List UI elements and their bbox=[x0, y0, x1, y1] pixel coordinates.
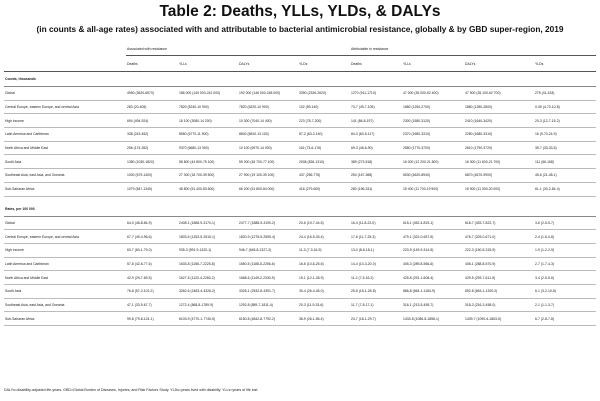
table-cell: 886-8 (664-1-1184-9) bbox=[402, 284, 464, 298]
table-cell: 17-6 (11-7-25-3) bbox=[350, 230, 402, 244]
column-header: YLDs bbox=[534, 56, 596, 72]
table-cell: 84-3 (60-5-117) bbox=[350, 128, 402, 142]
table-cell: 30-4 (26-4-46-0) bbox=[298, 284, 350, 298]
table-cell: 69-3 (45-6-90) bbox=[350, 141, 402, 155]
row-label: High income bbox=[4, 114, 126, 128]
table-cell: 1880 (1280-2800) bbox=[464, 100, 534, 114]
table-cell: 1380 (1030-1820) bbox=[126, 155, 178, 169]
table-cell: 11-3 (7-3-16-9) bbox=[298, 243, 350, 257]
row-label: Central Europe, eastern Europe, and central Asia bbox=[4, 230, 126, 244]
table-cell: 3262-6 (2483-4-4326-2) bbox=[178, 284, 238, 298]
table-cell: 220-9 (149-9-314-5) bbox=[402, 243, 464, 257]
table-cell: 47-1 (33-9-67-7) bbox=[126, 298, 178, 312]
row-label: Central Europe, eastern Europe, and central Asia bbox=[4, 100, 126, 114]
table-cell: 2477-7 (1888-9-3190-2) bbox=[238, 216, 298, 230]
table-cell: 1270 (911-1710) bbox=[350, 87, 402, 101]
table-subtitle: (in counts & all-age rates) associated with and attributable to bacterial antimicrobial resistance, globally & by GBD super-region, 2019 bbox=[36, 24, 564, 34]
table-cell: 73-7 (49-7-105) bbox=[350, 100, 402, 114]
table-cell: 1633-8 (1158-7-2225-8) bbox=[178, 257, 238, 271]
table-cell: 7820 (5240-10 900) bbox=[178, 100, 238, 114]
table-cell: 1292-8 (889-7-1811-4) bbox=[238, 298, 298, 312]
table-cell: 16 000 (12 200-21 800) bbox=[402, 155, 464, 169]
section-label: Rates, per 100 000 bbox=[4, 202, 596, 217]
table-cell: 102 (59-140) bbox=[298, 100, 350, 114]
table-cell: 2410 (1640-3420) bbox=[464, 114, 534, 128]
row-label: Southeast Asia, east Asia, and Oceania bbox=[4, 169, 126, 183]
row-label: Sub-Saharan Africa bbox=[4, 182, 126, 196]
row-label: South Asia bbox=[4, 284, 126, 298]
table-cell: 16-4 (11-8-22-0) bbox=[350, 216, 402, 230]
table-cell: 2300 (1580-3120) bbox=[402, 114, 464, 128]
row-label: North Africa and Middle East bbox=[4, 271, 126, 285]
table-cell: 99-8 (79-6-124-1) bbox=[126, 312, 178, 326]
row-label: North Africa and Middle East bbox=[4, 141, 126, 155]
table-cell: 76-8 (57-2-101-2) bbox=[126, 284, 178, 298]
table-row bbox=[4, 216, 596, 230]
table-cell: 408-1 (288-8-570-9) bbox=[464, 257, 534, 271]
table-cell: 2370 (1680-3310) bbox=[402, 128, 464, 142]
table-cell: 16 (9-70-24-9) bbox=[534, 128, 596, 142]
results-table bbox=[4, 42, 596, 326]
table-row bbox=[4, 128, 596, 142]
table-cell: 405-3 (289-8-566-6) bbox=[402, 257, 464, 271]
table-cell: 61-1 (30-2-84-4) bbox=[534, 182, 596, 196]
column-header: YLLs bbox=[178, 56, 238, 72]
table-cell: 45-6 (21-48-1) bbox=[534, 169, 596, 183]
row-label: Global bbox=[4, 87, 126, 101]
table-cell: 338 (243-452) bbox=[126, 128, 178, 142]
table-cell: 58 800 (44 800-75 100) bbox=[178, 155, 238, 169]
table-cell: 19-1 (12-1-28-9) bbox=[298, 271, 350, 285]
table-cell: 8550 (6770-11 900) bbox=[178, 128, 238, 142]
table-row bbox=[4, 114, 596, 128]
column-header: DALYs bbox=[238, 56, 298, 72]
group-header: Attributable to resistance bbox=[350, 42, 596, 56]
table-cell: 6-1 (3-2-10-8) bbox=[534, 284, 596, 298]
section-header-row bbox=[4, 202, 596, 217]
table-row bbox=[4, 182, 596, 196]
table-cell: 280 (196-331) bbox=[350, 182, 402, 196]
table-cell: 2280 (1680-3310) bbox=[464, 128, 534, 142]
table-cell: 47 000 (35 000-62 400) bbox=[402, 87, 464, 101]
table-cell: 1627-5 (1120-4-2280-2) bbox=[178, 271, 238, 285]
table-cell: 1079 (847-1345) bbox=[126, 182, 178, 196]
table-cell: 39-7 (33-33-5) bbox=[534, 141, 596, 155]
table-cell: 2-4 (1-6-4-8) bbox=[534, 230, 596, 244]
table-row bbox=[4, 271, 596, 285]
table-cell: 2-1 (1-1-3-7) bbox=[534, 298, 596, 312]
table-cell: 63-7 (60-1-79-0) bbox=[126, 243, 178, 257]
table-cell: 618-7 (453-7-822-7) bbox=[464, 216, 534, 230]
table-cell: 222-3 (150-5-315-9) bbox=[464, 243, 534, 257]
table-row bbox=[4, 141, 596, 155]
table-row bbox=[4, 169, 596, 183]
table-cell: 3328-1 (2532-8-4391-7) bbox=[238, 284, 298, 298]
table-cell: 223 (78-7-200) bbox=[298, 114, 350, 128]
table-cell: 11-2 (7-5-16-2) bbox=[350, 271, 402, 285]
table-cell: 437 (256-776) bbox=[298, 169, 350, 183]
table-cell: 57-8 (42-6-77-6) bbox=[126, 257, 178, 271]
group-header: Associated with resistance bbox=[126, 42, 350, 56]
table-cell: 116 (73-6-176) bbox=[298, 141, 350, 155]
table-cell: 6870 (4670-9900) bbox=[464, 169, 534, 183]
row-label: Global bbox=[4, 216, 126, 230]
table-cell: 1803-5 (1253-9-2515-1) bbox=[178, 230, 238, 244]
table-cell: 316-1 (213-5-455-7) bbox=[402, 298, 464, 312]
table-cell: 1668-6 (1145-2-2330-9) bbox=[238, 271, 298, 285]
table-cell: 6150-8 (4842-8-7792-2) bbox=[238, 312, 298, 326]
table-row bbox=[4, 257, 596, 271]
table-cell: 2580 (1770-3700) bbox=[402, 141, 464, 155]
section-label: Counts, thousands bbox=[4, 72, 596, 87]
table-row bbox=[4, 298, 596, 312]
table-row bbox=[4, 312, 596, 326]
table-cell: 0-05 (4-70-10-8) bbox=[534, 100, 596, 114]
table-cell: 1-9 (1-2-2-9) bbox=[534, 243, 596, 257]
table-cell: 416 (279-600) bbox=[298, 182, 350, 196]
table-title: Table 2: Deaths, YLLs, YLDs, & DALYs bbox=[159, 3, 441, 20]
table-cell: 11-7 (7-8-17-1) bbox=[350, 298, 402, 312]
table-cell: 2610 (1790-3720) bbox=[464, 141, 534, 155]
table-cell: 67-7 (49-4-96-6) bbox=[126, 230, 178, 244]
table-cell: 3-4 (2-5-5-6) bbox=[534, 271, 596, 285]
table-cell: 15 400 (11 700-19 900) bbox=[402, 182, 464, 196]
table-cell: 20-3 (12-7-15-2) bbox=[534, 114, 596, 128]
table-cell: 275 (41-433) bbox=[534, 87, 596, 101]
table-row bbox=[4, 155, 596, 169]
table-row bbox=[4, 100, 596, 114]
column-header: Deaths bbox=[350, 56, 402, 72]
table-cell: 476-7 (325-0-671-0) bbox=[464, 230, 534, 244]
row-label: Latin America and Caribbean bbox=[4, 257, 126, 271]
table-cell: 1439-7 (1090-6-1863-5) bbox=[464, 312, 534, 326]
table-cell: 3390 (2326-2620) bbox=[298, 87, 350, 101]
table-cell: 6530 (4620-8940) bbox=[402, 169, 464, 183]
table-cell: 20-3 (11-9-33-6) bbox=[298, 298, 350, 312]
table-cell: 254 (167-368) bbox=[350, 169, 402, 183]
table-cell: 42-9 (29-7-69-5) bbox=[126, 271, 178, 285]
table-cell: 8840 (6810-13 100) bbox=[238, 128, 298, 142]
table-cell: 59 000 (45 700-77 100) bbox=[238, 155, 298, 169]
table-cell: 47 900 (35 100-62 700) bbox=[464, 87, 534, 101]
table-cell: 48 800 (51 400-83 600) bbox=[178, 182, 238, 196]
table-cell: 283 (20-405) bbox=[126, 100, 178, 114]
table-row bbox=[4, 284, 596, 298]
table-cell: 186 000 (140 000-241 000) bbox=[178, 87, 238, 101]
table-cell: 6103-9 (4770-1-7745-5) bbox=[178, 312, 238, 326]
table-body bbox=[4, 42, 596, 326]
table-cell: 15 900 (11 300-20 000) bbox=[464, 182, 534, 196]
column-header: DALYs bbox=[464, 56, 534, 72]
table-cell: 38-9 (26-1-56-4) bbox=[298, 312, 350, 326]
table-cell: 256 (174-352) bbox=[126, 141, 178, 155]
table-cell: 946-7 (645-8-1327-2) bbox=[238, 243, 298, 257]
table-cell: 6-7 (2-8-7-8) bbox=[534, 312, 596, 326]
table-cell: 615-1 (452-4-819-1) bbox=[402, 216, 464, 230]
table-cell: 7820 (5220-10 900) bbox=[238, 100, 298, 114]
table-cell: 389 (273-518) bbox=[350, 155, 402, 169]
column-header-row bbox=[4, 56, 596, 72]
table-cell: 87-2 (63-2-140) bbox=[298, 128, 350, 142]
section-header-row bbox=[4, 72, 596, 87]
table-cell: 25-5 (15-1-28-8) bbox=[350, 284, 402, 298]
column-header: YLLs bbox=[402, 56, 464, 72]
table-cell: 479-1 (322-0-657-5) bbox=[402, 230, 464, 244]
table-cell: 141 (86-8-197) bbox=[350, 114, 402, 128]
row-label: High income bbox=[4, 243, 126, 257]
table-cell: 318-3 (216-3-458-0) bbox=[464, 298, 534, 312]
table-cell: 935-3 (591-9-1320-1) bbox=[178, 243, 238, 257]
table-row bbox=[4, 230, 596, 244]
column-header: YLDs bbox=[298, 56, 350, 72]
table-cell: 429-5 (293-7-611-5) bbox=[464, 271, 534, 285]
table-cell: 892-8 (663-1-1200-2) bbox=[464, 284, 534, 298]
row-label: Southeast Asia, east Asia, and Oceania bbox=[4, 298, 126, 312]
table-cell: 694 (494-924) bbox=[126, 114, 178, 128]
table-cell: 4950 (3620-6570) bbox=[126, 87, 178, 101]
table-cell: 27 900 (19 100-39 100) bbox=[238, 169, 298, 183]
table-cell: 2008 (826-1310) bbox=[298, 155, 350, 169]
table-cell: 1272-4 (868-8-1789-9) bbox=[178, 298, 238, 312]
table-cell: 24-4 (16-5-33-4) bbox=[298, 230, 350, 244]
table-row bbox=[4, 87, 596, 101]
table-cell: 2-7 (1-7-4-3) bbox=[534, 257, 596, 271]
table-cell: 3-6 (2-5-5-7) bbox=[534, 216, 596, 230]
table-cell: 10 100 (6970-14 000) bbox=[238, 141, 298, 155]
table-cell: 16-6 (10-6-25-6) bbox=[298, 257, 350, 271]
table-cell: 27 300 (18 700-39 500) bbox=[178, 169, 238, 183]
table-cell: 1650-5 (1188-8-2256-6) bbox=[238, 257, 298, 271]
table-cell: 18 100 (3080-14 200) bbox=[178, 114, 238, 128]
table-cell: 14-4 (10-3-20-0) bbox=[350, 257, 402, 271]
group-header-row bbox=[4, 42, 596, 56]
table-cell: 111 (66-168) bbox=[534, 155, 596, 169]
table-cell: 1820-9 (1278-5-2595-4) bbox=[238, 230, 298, 244]
row-label: South Asia bbox=[4, 155, 126, 169]
table-cell: 64-0 (46-8-84-9) bbox=[126, 216, 178, 230]
table-cell: 1000 (679-1400) bbox=[126, 169, 178, 183]
column-header: Deaths bbox=[126, 56, 178, 72]
table-cell: 1880 (1250-2700) bbox=[402, 100, 464, 114]
table-cell: 10 300 (7040-14 400) bbox=[238, 114, 298, 128]
table-footnote: DALYs=disability-adjusted life-years. GBD=Global Burden of Diseases, Injuries, and Risk Factors Study. YLDs=years lived with disability. YLLs=years of life lost. bbox=[4, 388, 259, 392]
table-cell: 23-7 (18-1-29-7) bbox=[350, 312, 402, 326]
table-cell: 66 200 (51 800-84 000) bbox=[238, 182, 298, 196]
table-cell: 13-0 (8-6-18-1) bbox=[350, 243, 402, 257]
table-cell: 425-8 (291-1-608-4) bbox=[402, 271, 464, 285]
table-cell: 16 300 (11 600-21 700) bbox=[464, 155, 534, 169]
table-cell: 1433-8 (1086-8-1858-1) bbox=[402, 312, 464, 326]
table-row bbox=[4, 243, 596, 257]
row-label: Latin America and Caribbean bbox=[4, 128, 126, 142]
table-cell: 20-6 (19-7-44-5) bbox=[298, 216, 350, 230]
table-cell: 2408-1 (1868-9-3170-1) bbox=[178, 216, 238, 230]
table-cell: 9370 (6680-13 900) bbox=[178, 141, 238, 155]
table-cell: 192 000 (146 000-248 000) bbox=[238, 87, 298, 101]
row-label: Sub-Saharan Africa bbox=[4, 312, 126, 326]
